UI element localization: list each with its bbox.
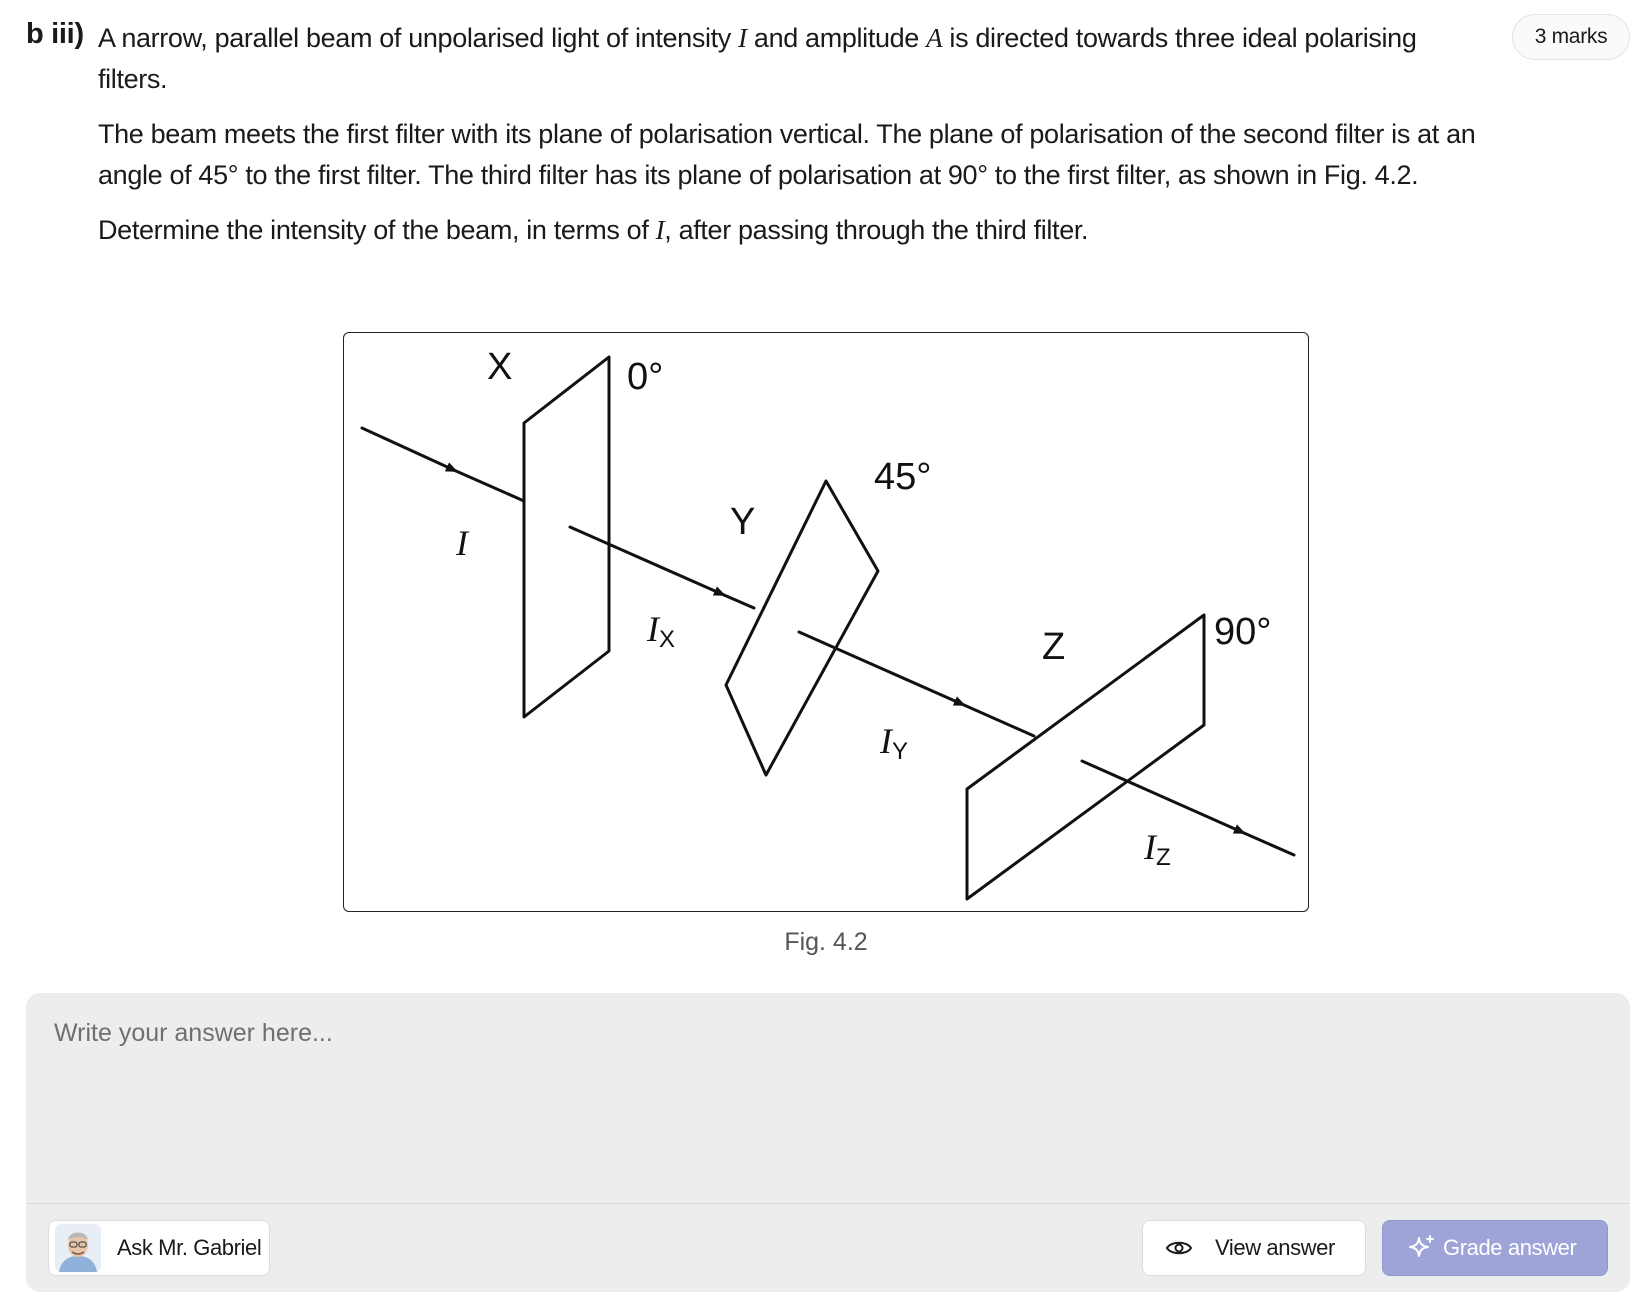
question-text [98, 18, 1478, 265]
beam-intensity-x: IX [647, 609, 676, 653]
question-paragraph-intro: A narrow, parallel beam of unpolarised light of intensity I and amplitude A is directed towards three ideal polarising filters. [98, 23, 1417, 94]
question-paragraph-setup: The beam meets the first filter with its plane of polarisation vertical. The plane of polarisation of the second filter is at an angle of 45° to the first filter. The third filter has its plane of polarisation at 90° to the first filter, as shown in Fig. 4.2. [98, 119, 1476, 190]
beam-after-y-tail [964, 705, 1034, 736]
eye-icon [1165, 1238, 1193, 1258]
beam-incident [362, 428, 456, 471]
answer-panel [26, 993, 1630, 1292]
filter-z-label: Z [1042, 626, 1066, 668]
question-number: b iii) [26, 18, 84, 50]
beam-incident-tail [456, 471, 524, 501]
filter-x-label: X [487, 346, 513, 388]
polariser-diagram [343, 332, 1309, 912]
figure-caption: Fig. 4.2 [784, 928, 868, 956]
marks-badge: 3 marks [1512, 14, 1630, 60]
beam-intensity-y: IY [880, 721, 909, 765]
beam-intensity-incident: I [456, 523, 468, 563]
view-answer-label: View answer [1215, 1235, 1335, 1260]
tutor-avatar [55, 1224, 101, 1272]
answer-input[interactable] [54, 1019, 1602, 1189]
beam-intensity-z: IZ [1144, 827, 1171, 871]
answer-divider [26, 1203, 1630, 1204]
grade-answer-label: Grade answer [1443, 1235, 1577, 1260]
sparkle-icon [1407, 1233, 1437, 1263]
polariser-diagram-svg [344, 333, 1309, 912]
grade-answer-button[interactable] [1382, 1220, 1608, 1276]
view-answer-button[interactable] [1142, 1220, 1366, 1276]
question-paragraph-task: Determine the intensity of the beam, in terms of I, after passing through the third filter. [98, 215, 1089, 245]
ask-tutor-button[interactable] [48, 1220, 270, 1276]
beam-after-x [570, 527, 724, 595]
filter-y-label: Y [730, 501, 756, 543]
beam-after-x-tail [724, 595, 754, 608]
ask-tutor-label: Ask Mr. Gabriel [117, 1235, 262, 1260]
filter-y-angle: 45° [874, 456, 932, 498]
filter-x-angle: 0° [627, 356, 664, 398]
filter-z-angle: 90° [1214, 611, 1272, 653]
beam-after-z-tail [1244, 833, 1294, 855]
